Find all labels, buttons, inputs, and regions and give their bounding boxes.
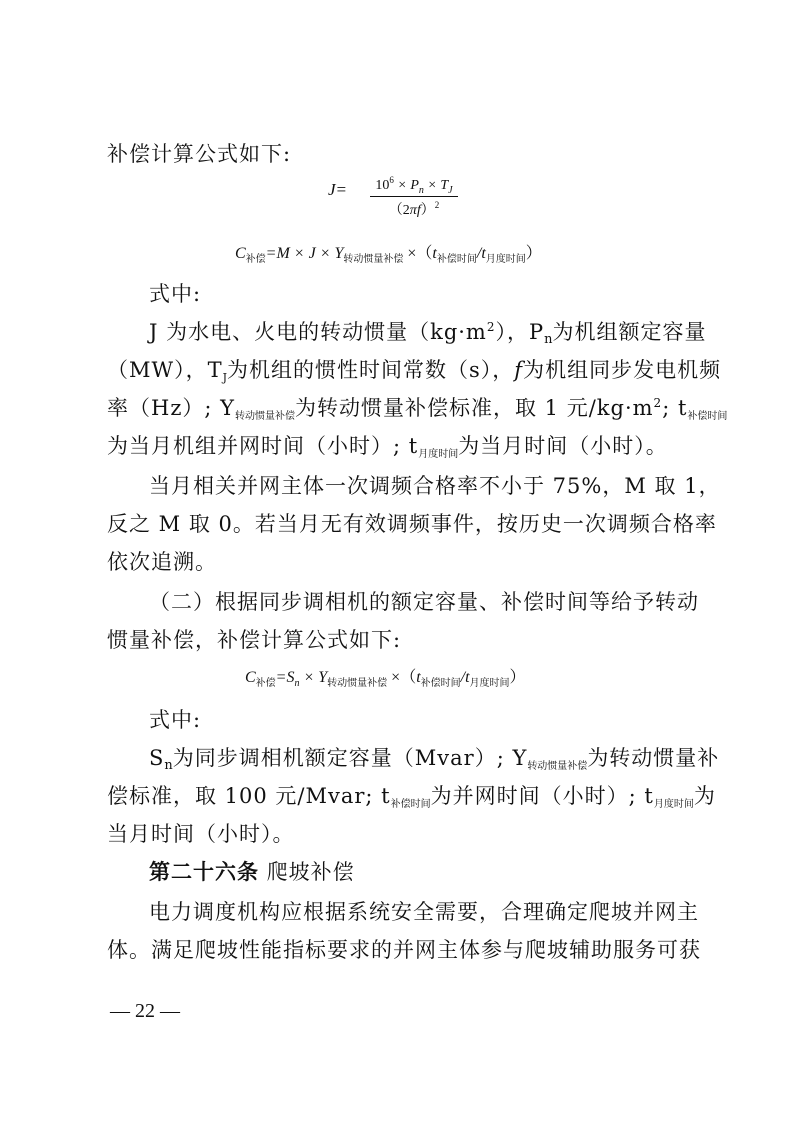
paragraph-5-line-2: 体。满足爬坡性能指标要求的并网主体参与爬坡辅助服务可获: [107, 938, 701, 962]
t: 为转动惯量补偿标准，取 1 元/kg·m: [295, 396, 654, 420]
article-heading: [149, 856, 355, 886]
f3-times: ×（: [387, 669, 417, 686]
f3-eq: =S: [275, 669, 295, 686]
paragraph-2-line-2: 反之 M 取 0。若当月无有效调频事件，按历史一次调频合格率: [107, 512, 717, 536]
formula3: [245, 664, 526, 687]
t: 为机组额定容量: [552, 320, 707, 344]
paragraph-4-line-3: 当月时间（小时）。: [107, 822, 295, 846]
t: 2: [486, 320, 496, 334]
t: 为: [693, 784, 716, 808]
t: 率（Hz）; Y: [107, 396, 235, 420]
where-label-1: 式中:: [149, 282, 202, 306]
num-sub-j: J: [448, 185, 453, 196]
t: J 为水电、火电的转动惯量（kg·m: [149, 320, 487, 344]
num-c: × T: [423, 178, 449, 193]
f3-slash: /t: [460, 669, 470, 686]
paragraph-1-line-2: [107, 354, 721, 384]
t: 为当月机组并网时间（小时）; t: [107, 434, 419, 458]
t: 月度时间: [653, 799, 694, 810]
paragraph-2-line-3: 依次追溯。: [107, 550, 217, 574]
t: n: [544, 332, 553, 347]
paragraph-1-line-1: [149, 316, 707, 346]
t: 为并网时间（小时）; t: [430, 784, 654, 808]
t: S: [149, 746, 165, 770]
formula1-denominator: [370, 199, 458, 219]
f2-slash: /: [476, 245, 482, 262]
formula1-lhs: J=: [328, 180, 348, 199]
article-number: 第二十六条: [149, 859, 259, 884]
t: （MW），T: [107, 358, 223, 382]
t: 为转动惯量补: [587, 746, 720, 770]
t: 为同步调相机额定容量（Mvar）; Y: [172, 746, 528, 770]
t: f: [514, 358, 524, 382]
t: 为当月时间（小时）。: [458, 434, 668, 458]
f3-t1: t: [416, 669, 421, 686]
t: ），P: [495, 320, 545, 344]
t: J: [222, 371, 228, 384]
num-exp: 6: [389, 175, 394, 185]
paragraph-4-line-1: [149, 742, 719, 772]
where-label-2: 式中:: [149, 708, 202, 732]
f2-t1-sub: 补偿时间: [436, 254, 477, 265]
num-b: × P: [393, 178, 419, 193]
f3-times-y: × Y: [299, 669, 328, 686]
den-exp: 2: [434, 200, 440, 210]
t: 补偿时间: [390, 799, 431, 810]
den-b: ）: [420, 203, 435, 218]
formula-intro: 补偿计算公式如下:: [107, 142, 292, 166]
formula1-numerator: [370, 175, 458, 194]
paragraph-1-line-4: [107, 430, 668, 460]
page-number: — 22 —: [110, 1000, 180, 1022]
t: 转动惯量补偿: [235, 411, 295, 422]
f2-t2: t: [481, 245, 486, 262]
t: 转动惯量补偿: [527, 761, 588, 772]
t: 为机组的惯性时间常数（s），: [227, 358, 515, 382]
f3-t1-sub: 补偿时间: [420, 678, 461, 689]
den-a: （2: [388, 203, 410, 218]
t: 2: [653, 396, 663, 410]
f2-t2-sub: 月度时间: [485, 254, 526, 265]
f2-eq: =M × J × Y: [265, 245, 344, 262]
t: n: [164, 758, 173, 773]
den-f: f: [416, 203, 421, 218]
f2-times: ×（: [403, 245, 433, 262]
f3-c-sub: 补偿: [255, 678, 276, 689]
num-a: 10: [375, 178, 390, 193]
paragraph-5-line-1: 电力调度机构应根据系统安全需要，合理确定爬坡并网主: [149, 900, 699, 924]
f2-c: C: [235, 245, 246, 262]
paragraph-4-line-2: [107, 780, 716, 810]
f2-c-sub: 补偿: [245, 254, 266, 265]
formula1-fraction: [370, 175, 458, 219]
f3-y-sub: 转动惯量补偿: [327, 678, 388, 689]
f3-s-sub: n: [294, 678, 300, 689]
paragraph-1-line-3: [107, 392, 727, 422]
den-pi: π: [409, 203, 417, 218]
t: 偿标准，取 100 元/Mvar; t: [107, 784, 391, 808]
f3-close: ）: [509, 669, 526, 686]
f2-y-sub: 转动惯量补偿: [343, 254, 404, 265]
t: 为机组同步发电机频: [523, 358, 722, 382]
f3-c: C: [245, 669, 256, 686]
paragraph-2-line-1: 当月相关并网主体一次调频合格率不小于 75%，M 取 1，: [149, 474, 721, 498]
t: 补偿时间: [687, 411, 728, 422]
num-sub-n: n: [418, 185, 424, 196]
paragraph-3-line-1: （二）根据同步调相机的额定容量、补偿时间等给予转动: [149, 590, 699, 614]
paragraph-3-line-2: 惯量补偿，补偿计算公式如下:: [107, 628, 402, 652]
article-name: 爬坡补偿: [266, 860, 355, 884]
t: ; t: [662, 396, 688, 420]
t: 月度时间: [418, 449, 459, 460]
f2-t1: t: [432, 245, 437, 262]
formula2: [235, 240, 542, 263]
f2-close: ）: [525, 245, 542, 262]
fraction-bar: [370, 196, 458, 197]
f3-t2-sub: 月度时间: [469, 678, 510, 689]
